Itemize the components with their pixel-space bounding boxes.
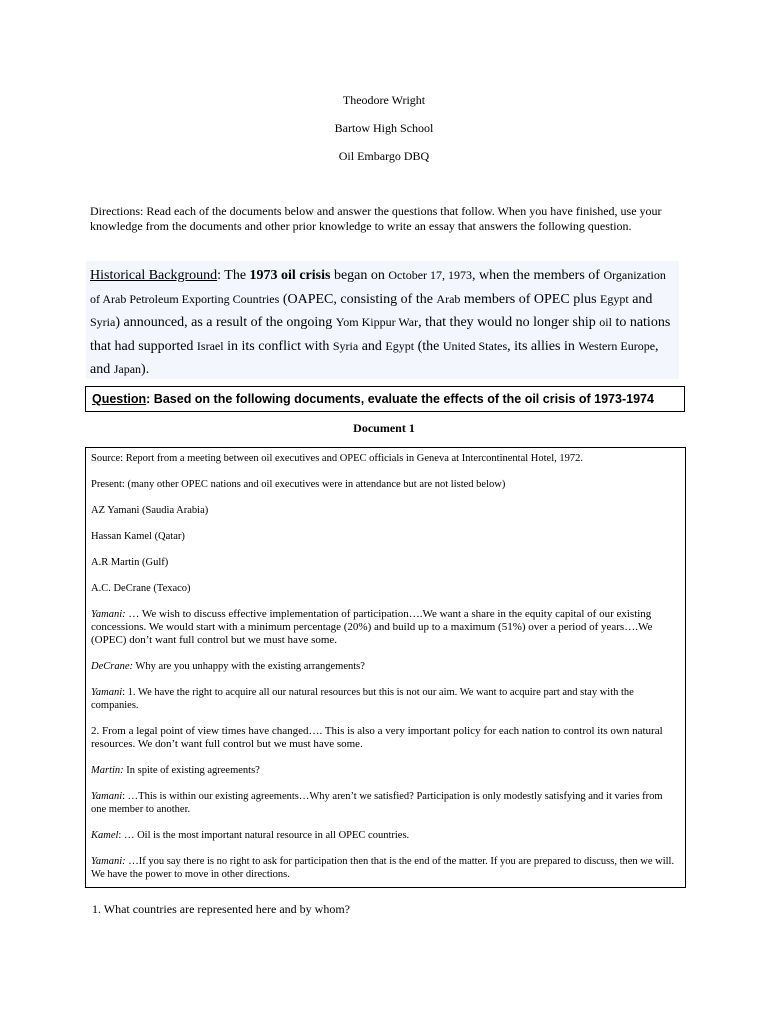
text: and (358, 338, 386, 354)
syria: Syria (332, 338, 359, 353)
attendee: A.C. DeCrane (Texaco) (91, 583, 191, 594)
speech: 2. From a legal point of view times have changed…. This is also a very important policy for each nation to control its own natural resources. We don’t want full control but we must have some. (91, 725, 663, 750)
text: began on (330, 268, 389, 283)
israel: Israel (196, 338, 224, 353)
syria: Syria (90, 315, 116, 329)
speaker: DeCrane: (91, 661, 133, 672)
text: ). (141, 362, 150, 377)
document-1-box (85, 447, 686, 888)
text: members of OPEC plus (460, 291, 601, 307)
author-name: Theodore Wright (342, 93, 426, 107)
historical-background (86, 261, 679, 379)
background-label: Historical Background (90, 268, 218, 283)
attendee: Hassan Kamel (Qatar) (91, 531, 185, 542)
speech: Why are you unhappy with the existing arrangements? (133, 661, 365, 672)
transcript-line (91, 725, 680, 751)
transcript-line (91, 790, 680, 816)
speech: … We wish to discuss effective implementation of participation….We want a share in the equity capital of our existing concessions. We would start with a minimum percentage (20%) and build up to a maximum (51%) over a period of years….We (OPEC) don’t want full control but we must have some. (91, 608, 653, 646)
western-europe: Western Europe (578, 338, 656, 353)
document-title: Oil Embargo DBQ (338, 149, 430, 163)
speaker: Kamel (91, 830, 119, 841)
text: , when the members of (472, 268, 604, 283)
attendee: A.R Martin (Gulf) (91, 557, 169, 568)
attendee: AZ Yamani (Saudia Arabia) (91, 505, 209, 516)
date: October 17, 1973 (388, 268, 473, 282)
transcript-line (91, 686, 680, 712)
oapec-full: Organization of Arab Petroleum Exporting Countries (90, 268, 666, 306)
text: to nations that had supported (90, 315, 671, 354)
arab: Arab (436, 291, 461, 306)
directions-text: Directions: Read each of the documents below and answer the questions that follow. When you have finished, use your knowledge from the documents and other prior knowledge to write an essay that answers the following question. (90, 204, 662, 233)
japan: Japan (113, 362, 142, 376)
speech: : 1. We have the right to acquire all our natural resources but this is not our aim. We want to acquire part and stay with the companies. (91, 687, 634, 711)
text: , and (90, 338, 659, 377)
transcript-line (91, 608, 680, 647)
speaker: Martin: (91, 765, 124, 776)
speech: In spite of existing agreements? (123, 765, 260, 776)
egypt: Egypt (600, 291, 629, 306)
school-name: Bartow High School (334, 121, 434, 135)
speech: : …This is within our existing agreements…Why aren’t we satisfied? Participation is only modestly satisfying and it varies from one member to another. (91, 791, 663, 815)
question-1: 1. What countries are represented here and by whom? (92, 902, 351, 916)
united-states: United States (442, 338, 508, 353)
transcript-line (91, 660, 680, 673)
text: (OAPEC, consisting of the (279, 291, 437, 307)
speaker: Yamani (91, 687, 123, 698)
text: in its conflict with (223, 338, 333, 354)
question-box (85, 386, 685, 412)
text: , that they would no longer ship (418, 315, 600, 330)
yom-kippur-war: Yom Kippur War (335, 315, 419, 329)
speaker: Yamani: (91, 609, 126, 620)
transcript-line (91, 855, 680, 881)
text: and (628, 291, 653, 307)
question-text: : Based on the following documents, evaluate the effects of the oil crisis of 1973-1974 (146, 392, 654, 406)
speaker: Yamani (91, 791, 123, 802)
document-1-title: Document 1 (353, 421, 415, 435)
text: , its allies in (507, 338, 579, 354)
present-line: Present: (many other OPEC nations and oil executives were in attendance but are not listed below) (91, 479, 506, 490)
speech: …If you say there is no right to ask for participation then that is the end of the matter. If you are prepared to discuss, then we will. We have the power to move in other directions. (91, 856, 675, 880)
transcript-line (91, 829, 680, 842)
text: ) announced, as a result of the ongoing (115, 315, 336, 330)
text: : The (217, 268, 250, 283)
transcript-line (91, 764, 680, 777)
link-oil-crisis: 1973 oil crisis (249, 268, 331, 283)
source-line: Source: Report from a meeting between oil executives and OPEC officials in Geneva at Intercontinental Hotel, 1972. (91, 453, 583, 464)
speaker: Yamani: (91, 856, 126, 867)
text: (the (414, 338, 443, 354)
speech: : … Oil is the most important natural resource in all OPEC countries. (118, 830, 410, 841)
oil: oil (599, 315, 612, 329)
question-label: Question (92, 392, 147, 406)
egypt: Egypt (385, 338, 415, 353)
